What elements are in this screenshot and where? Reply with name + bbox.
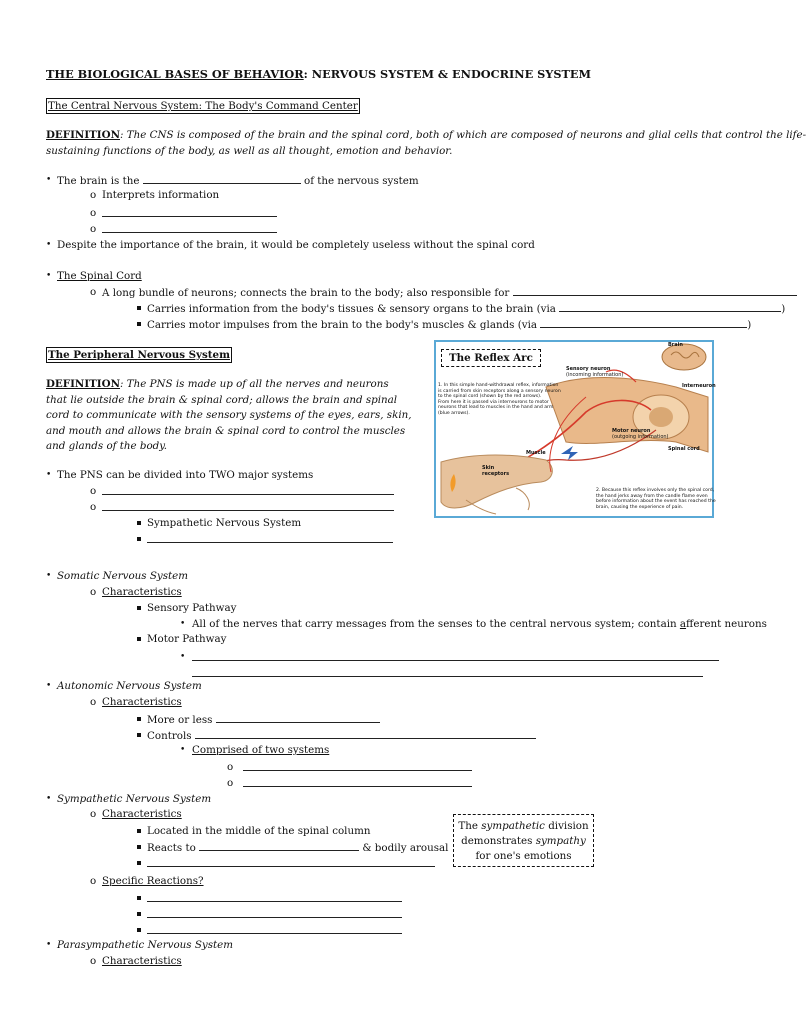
label-skin: Skin [482, 465, 495, 471]
more-or-less-text: More or less [147, 714, 213, 726]
square-bullet [137, 717, 141, 721]
label-interneuron: Interneuron [682, 383, 716, 389]
parasympathetic-title: Parasympathetic Nervous System [57, 939, 233, 951]
blank-field[interactable] [195, 728, 536, 739]
carries-motor-text: Carries motor impulses from the brain to the body's muscles & glands (via [147, 319, 537, 331]
step2-line: 2. Because this reflex involves only the spinal cord, [596, 488, 715, 493]
two-systems-blank-2 [243, 776, 472, 791]
circle-bullet: o [227, 777, 234, 789]
square-bullet [137, 322, 141, 326]
reflex-step2 [596, 488, 716, 510]
square-bullet [137, 928, 141, 932]
pns-heading: The Peripheral Nervous System [48, 349, 230, 361]
blank-field[interactable] [192, 666, 703, 677]
close-paren: ) [747, 319, 752, 331]
square-bullet [137, 861, 141, 865]
circle-bullet: o [90, 223, 97, 235]
sympathetic-ns-item: Sympathetic Nervous System [147, 517, 302, 529]
step1-line: is carried from skin receptors along a sensory neuron [438, 388, 561, 394]
document-title [46, 67, 591, 81]
cns-definition-line2: sustaining functions of the body, as well as all thought, emotion and behavior. [46, 145, 453, 157]
note-line2 [454, 834, 593, 849]
sensory-detail-post: fferent neurons [686, 618, 767, 630]
sensory-detail [192, 617, 767, 631]
square-bullet [137, 606, 141, 610]
blank-field[interactable] [199, 840, 359, 851]
controls-text: Controls [147, 730, 192, 742]
step2-line: before information about the event has reached the [596, 499, 716, 504]
blank-field[interactable] [216, 712, 380, 723]
label-muscle: Muscle [526, 450, 546, 456]
label-motor-neuron: Motor neuron [612, 428, 651, 434]
square-bullet [137, 306, 141, 310]
sensory-pathway: Sensory Pathway [147, 602, 237, 614]
blank-field[interactable] [243, 760, 472, 771]
circle-bullet: o [90, 501, 97, 513]
square-bullet [137, 845, 141, 849]
bullet: • [46, 271, 52, 281]
sympathy-note-box [453, 814, 594, 867]
step1-line: neurons that lead to muscles in the hand and arm [438, 405, 554, 410]
pns-heading-box [46, 347, 232, 363]
pns-blank-3 [147, 532, 393, 547]
step1-line: (blue arrows). [438, 410, 470, 416]
title-main: THE BIOLOGICAL BASES OF BEHAVIOR [46, 67, 304, 81]
somatic-title: Somatic Nervous System [57, 570, 189, 582]
reaction-blank-3 [147, 923, 402, 938]
label-sensory-neuron: Sensory neuron [566, 366, 611, 372]
step2-line: the hand jerks away from the candle flame even [596, 493, 708, 499]
motor-blank-1 [192, 650, 719, 665]
interprets-info: Interprets information [102, 189, 220, 201]
cns-definition-line1 [46, 128, 806, 142]
carries-motor-line [147, 317, 751, 332]
note-line1 [454, 819, 593, 834]
square-bullet [137, 637, 141, 641]
autonomic-characteristics: Characteristics [102, 696, 182, 708]
reaction-blank-2 [147, 907, 402, 922]
blank-field[interactable] [102, 484, 394, 495]
bullet: • [46, 571, 52, 581]
square-bullet [137, 829, 141, 833]
pns-blank-1 [102, 484, 394, 499]
brain-pre: The brain is the [57, 175, 140, 187]
motor-blank-2 [192, 666, 703, 681]
pns-def-label: DEFINITION [46, 378, 120, 390]
reacts-post: & bodily arousal [362, 842, 449, 854]
reflex-arc-figure [434, 340, 714, 518]
pns-def-line5: and glands of the body. [46, 440, 167, 452]
bullet: • [46, 794, 52, 804]
pns-def-line1 [46, 377, 389, 391]
controls-line [147, 728, 536, 743]
spinal-cord-heading: The Spinal Cord [57, 270, 142, 282]
parasympathetic-characteristics: Characteristics [102, 955, 182, 967]
blank-field[interactable] [102, 206, 277, 217]
circle-bullet: o [90, 696, 97, 708]
step2-line: brain, causing the experience of pain. [596, 504, 684, 510]
two-systems-blank-1 [243, 760, 472, 775]
sympathetic-blank [147, 856, 435, 871]
note-line2-pre: demonstrates [461, 835, 536, 847]
blank-field[interactable] [192, 650, 719, 661]
square-bullet [137, 912, 141, 916]
blank-field[interactable] [559, 301, 781, 312]
circle-bullet: o [227, 761, 234, 773]
circle-bullet: o [90, 955, 97, 967]
bundle-text: A long bundle of neurons; connects the brain to the body; also responsible for [102, 287, 510, 299]
located-line: Located in the middle of the spinal column [147, 825, 371, 837]
circle-bullet: o [90, 286, 97, 298]
note-sympathy: sympathy [535, 835, 586, 847]
motor-pathway: Motor Pathway [147, 633, 227, 645]
bullet: • [180, 652, 186, 662]
square-bullet [137, 896, 141, 900]
blank-field[interactable] [147, 907, 402, 918]
blank-field[interactable] [102, 500, 394, 511]
circle-bullet: o [90, 808, 97, 820]
bundle-line [102, 285, 797, 300]
square-bullet [137, 521, 141, 525]
brain-blank-1 [102, 206, 277, 221]
blank-field[interactable] [513, 285, 797, 296]
specific-reactions: Specific Reactions? [102, 875, 204, 887]
brain-post: of the nervous system [304, 175, 419, 187]
brain-blank-2 [102, 222, 277, 237]
cns-heading-box [46, 98, 360, 114]
carries-info-text: Carries information from the body's tissues & sensory organs to the brain (via [147, 303, 556, 315]
label-sensory-sub: (incoming information) [566, 372, 624, 378]
step1-line: 1. In this simple hand-withdrawal reflex, information [438, 383, 559, 388]
label-motor-sub: (outgoing information) [612, 434, 669, 440]
pns-divided-line: The PNS can be divided into TWO major systems [57, 469, 314, 481]
blank-field[interactable] [147, 532, 393, 543]
brain-line [57, 173, 419, 188]
bullet: • [46, 940, 52, 950]
blank-field[interactable] [243, 776, 472, 787]
note-line3: for one's emotions [475, 850, 572, 862]
label-receptors: receptors [482, 471, 510, 477]
despite-line: Despite the importance of the brain, it would be completely useless without the spinal cord [57, 239, 535, 251]
note-sym: sympathetic [481, 820, 545, 832]
circle-bullet: o [90, 875, 97, 887]
square-bullet [137, 537, 141, 541]
reacts-pre: Reacts to [147, 842, 196, 854]
two-systems: Comprised of two systems [192, 744, 330, 756]
pns-def-line3: cord to communicate with the sensory systems of the eyes, ears, skin, [46, 409, 412, 421]
circle-bullet: o [90, 207, 97, 219]
pns-def-text1: : The PNS is made up of all the nerves and neurons [120, 378, 389, 390]
step1-line: From here it is passed via interneurons to motor [438, 399, 549, 405]
sympathetic-title: Sympathetic Nervous System [57, 793, 212, 805]
sympathetic-characteristics: Characteristics [102, 808, 182, 820]
somatic-characteristics: Characteristics [102, 586, 182, 598]
circle-bullet: o [90, 189, 97, 201]
bullet: • [180, 745, 186, 755]
cns-heading: The Central Nervous System: The Body's Command Center [48, 100, 358, 112]
carries-info-line [147, 301, 785, 316]
note-pre: The [458, 820, 482, 832]
pns-def-line4: and mouth and allows the brain & spinal cord to control the muscles [46, 425, 406, 437]
sensory-detail-pre: All of the nerves that carry messages from the senses to the central nervous system; contain [192, 618, 680, 630]
bullet: • [46, 240, 52, 250]
reaction-blank-1 [147, 891, 402, 906]
circle-bullet: o [90, 586, 97, 598]
autonomic-title: Autonomic Nervous System [57, 680, 202, 692]
pns-blank-2 [102, 500, 394, 515]
blank-field[interactable] [102, 222, 277, 233]
afferent-a: a [679, 618, 687, 630]
reacts-line [147, 840, 448, 855]
more-or-less-line [147, 712, 380, 727]
reflex-arc-title: The Reflex Arc [441, 349, 541, 367]
bullet: • [46, 175, 52, 185]
square-bullet [137, 733, 141, 737]
bullet: • [46, 470, 52, 480]
blank-field[interactable] [147, 856, 435, 867]
circle-bullet: o [90, 485, 97, 497]
cns-def-label: DEFINITION [46, 129, 120, 141]
bullet: • [180, 619, 186, 629]
close-paren: ) [781, 303, 786, 315]
pns-def-line2: that lie outside the brain & spinal cord; allows the brain and spinal [46, 394, 398, 406]
bullet: • [46, 681, 52, 691]
cns-def-text1: : The CNS is composed of the brain and the spinal cord, both of which are composed of neurons and glial cells that control the life- [120, 129, 806, 141]
reflex-step1 [438, 383, 561, 416]
blank-field[interactable] [540, 317, 747, 328]
sympathy-note-text [454, 819, 593, 864]
blank-field[interactable] [147, 891, 402, 902]
title-rest: : NERVOUS SYSTEM & ENDOCRINE SYSTEM [303, 67, 592, 81]
blank-field[interactable] [143, 173, 301, 184]
label-spinal-cord: Spinal cord [668, 446, 700, 452]
step1-line: to the spinal cord (shown by the red arrows). [438, 394, 542, 399]
label-brain: Brain [668, 342, 683, 348]
blank-field[interactable] [147, 923, 402, 934]
note-mid: division [544, 820, 589, 832]
